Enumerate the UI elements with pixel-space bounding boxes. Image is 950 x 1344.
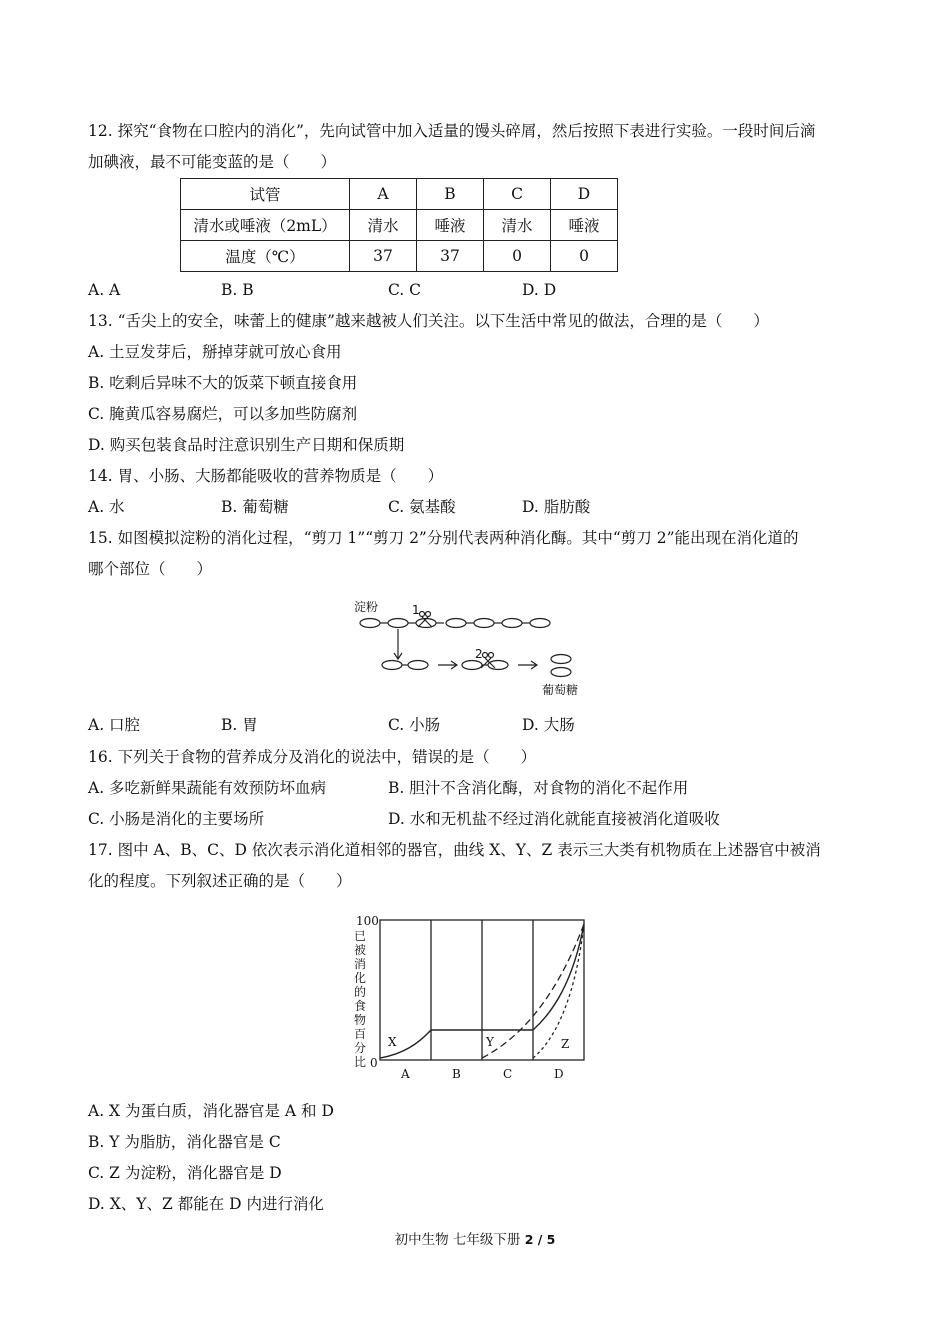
table-cell: 0 bbox=[551, 241, 618, 272]
q17-stem-line2: 化的程度。下列叙述正确的是（ ） bbox=[88, 872, 352, 890]
q15-option-b: B. 胃 bbox=[221, 716, 258, 734]
y-axis-label-char: 的 bbox=[354, 985, 367, 999]
q17-option-c: C. Z 为淀粉，消化器官是 D bbox=[88, 1164, 282, 1182]
table-cell: 37 bbox=[417, 241, 484, 272]
y-axis-label-char: 百 bbox=[354, 1027, 367, 1041]
table-row bbox=[181, 210, 618, 241]
table-cell: 唾液 bbox=[417, 210, 484, 241]
q14-option-b: B. 葡萄糖 bbox=[221, 498, 289, 516]
q16-option-d: D. 水和无机盐不经过消化就能直接被消化道吸收 bbox=[388, 810, 720, 828]
q12-option-c: C. C bbox=[388, 281, 422, 299]
q13-option-d: D. 购买包装食品时注意识别生产日期和保质期 bbox=[88, 436, 405, 454]
table-cell: 清水或唾液（2mL） bbox=[181, 210, 350, 241]
footer-title: 初中生物 七年级下册 bbox=[394, 1232, 521, 1248]
q17-stem-line1: 17. 图中 A、B、C、D 依次表示消化道相邻的器官，曲线 X、Y、Z 表示三大类有机物质在上述器官中被消 bbox=[88, 841, 821, 859]
y-axis-label-char: 消 bbox=[354, 957, 367, 971]
starch-label: 淀粉 bbox=[354, 600, 379, 614]
y-axis-label-char: 物 bbox=[354, 1013, 367, 1027]
q17-option-b: B. Y 为脂肪，消化器官是 C bbox=[88, 1133, 281, 1151]
table-cell: 清水 bbox=[484, 210, 551, 241]
curve-z-label: Z bbox=[561, 1037, 570, 1051]
q14-stem: 14. 胃、小肠、大肠都能吸收的营养物质是（ ） bbox=[88, 467, 444, 485]
q13-stem: 13. “舌尖上的安全，味蕾上的健康”越来越被人们关注。以下生活中常见的做法，合理的是（ ） bbox=[88, 312, 769, 330]
q12-option-b: B. B bbox=[221, 281, 254, 299]
y-axis-label-char: 化 bbox=[354, 971, 367, 985]
q17-option-d: D. X、Y、Z 都能在 D 内进行消化 bbox=[88, 1195, 324, 1213]
q13-option-c: C. 腌黄瓜容易腐烂，可以多加些防腐剂 bbox=[88, 405, 358, 423]
organ-label-c: C bbox=[503, 1067, 513, 1081]
scissor-2-label: 2 bbox=[475, 647, 483, 661]
digestion-curve-chart bbox=[348, 912, 606, 1084]
table-cell: 37 bbox=[350, 241, 417, 272]
table-cell: 温度（℃） bbox=[181, 241, 350, 272]
organ-label-d: D bbox=[554, 1067, 564, 1081]
table-cell: A bbox=[350, 179, 417, 210]
q16-option-b: B. 胆汁不含消化酶，对食物的消化不起作用 bbox=[388, 779, 689, 797]
y-axis-min: 0 bbox=[370, 1056, 378, 1070]
q12-option-a: A. A bbox=[88, 281, 121, 299]
q16-option-a: A. 多吃新鲜果蔬能有效预防坏血病 bbox=[88, 779, 327, 797]
y-axis-max: 100 bbox=[356, 914, 379, 928]
q17-option-a: A. X 为蛋白质，消化器官是 A 和 D bbox=[88, 1102, 334, 1120]
page-footer bbox=[0, 1228, 950, 1248]
q14-option-c: C. 氨基酸 bbox=[388, 498, 456, 516]
q15-option-c: C. 小肠 bbox=[388, 716, 441, 734]
q15-option-a: A. 口腔 bbox=[88, 716, 141, 734]
q14-option-d: D. 脂肪酸 bbox=[522, 498, 591, 516]
q13-option-a: A. 土豆发芽后，掰掉芽就可放心食用 bbox=[88, 343, 342, 361]
table-cell: D bbox=[551, 179, 618, 210]
table-row bbox=[181, 179, 618, 210]
q12-experiment-table bbox=[180, 178, 618, 272]
q13-option-b: B. 吃剩后异味不大的饭菜下顿直接食用 bbox=[88, 374, 358, 392]
scissor-1-label: 1 bbox=[412, 603, 420, 617]
q14-option-a: A. 水 bbox=[88, 498, 125, 516]
table-cell: 清水 bbox=[350, 210, 417, 241]
table-cell: 唾液 bbox=[551, 210, 618, 241]
y-axis-label-char: 分 bbox=[354, 1041, 367, 1055]
table-cell: B bbox=[417, 179, 484, 210]
q12-option-d: D. D bbox=[522, 281, 557, 299]
q16-option-c: C. 小肠是消化的主要场所 bbox=[88, 810, 265, 828]
q15-option-d: D. 大肠 bbox=[522, 716, 575, 734]
organ-label-b: B bbox=[452, 1067, 461, 1081]
table-cell: 试管 bbox=[181, 179, 350, 210]
y-axis-label-char: 比 bbox=[354, 1055, 367, 1069]
curve-y-label: Y bbox=[486, 1035, 494, 1049]
organ-label-a: A bbox=[401, 1067, 410, 1081]
q15-stem-line2: 哪个部位（ ） bbox=[88, 560, 213, 578]
y-axis-label-char: 已 bbox=[354, 929, 367, 943]
q12-stem-line2: 加碘液，最不可能变蓝的是（ ） bbox=[88, 153, 337, 171]
glucose-label: 葡萄糖 bbox=[542, 683, 579, 697]
q15-stem-line1: 15. 如图模拟淀粉的消化过程，“剪刀 1”“剪刀 2”分别代表两种消化酶。其中“剪刀 2”能出现在消化道的 bbox=[88, 529, 799, 547]
curve-x-label: X bbox=[388, 1035, 397, 1049]
y-axis-label-char: 食 bbox=[354, 999, 367, 1013]
page-number: 2 / 5 bbox=[524, 1232, 556, 1247]
q16-stem: 16. 下列关于食物的营养成分及消化的说法中，错误的是（ ） bbox=[88, 748, 537, 766]
y-axis-label-char: 被 bbox=[354, 943, 367, 957]
starch-digestion-diagram bbox=[352, 596, 592, 702]
q12-stem-line1: 12. 探究“食物在口腔内的消化”，先向试管中加入适量的馒头碎屑，然后按照下表进行实验。一段时间后滴 bbox=[88, 122, 816, 140]
table-row bbox=[181, 241, 618, 272]
table-cell: 0 bbox=[484, 241, 551, 272]
curve-z bbox=[533, 924, 584, 1058]
table-cell: C bbox=[484, 179, 551, 210]
